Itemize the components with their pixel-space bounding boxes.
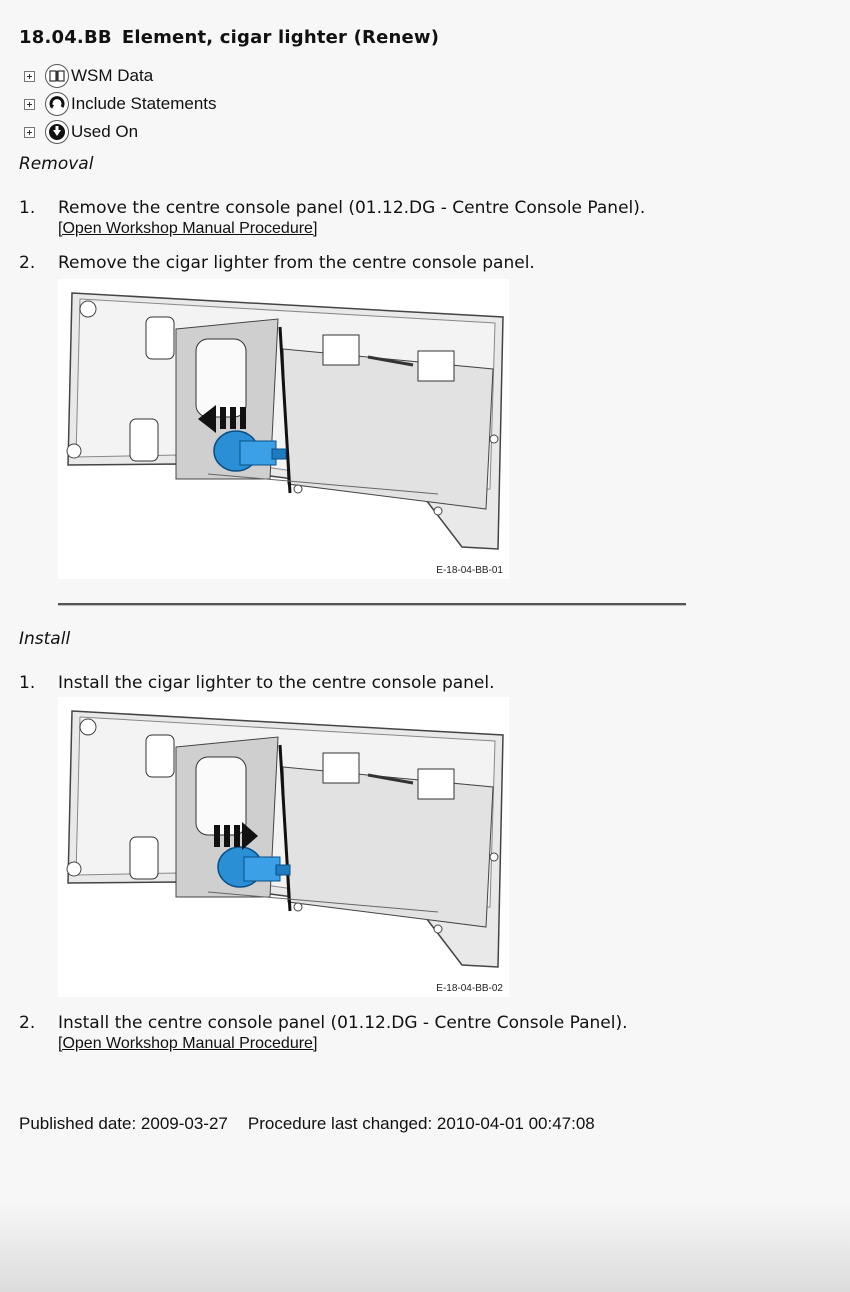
console-panel-illustration (58, 697, 509, 997)
tree-item-label: WSM Data (71, 66, 154, 85)
down-arrow-icon (45, 120, 69, 144)
circular-arrow-icon (45, 92, 69, 116)
expand-icon[interactable] (24, 71, 35, 82)
open-procedure-link[interactable]: [Open Workshop Manual Procedure] (58, 1035, 318, 1052)
step-text: Remove the centre console panel (01.12.DG - Centre Console Panel). (58, 198, 646, 218)
step-number: 1. (19, 673, 36, 693)
procedure-title: Element, cigar lighter (Renew) (121, 27, 440, 48)
book-icon (45, 64, 69, 88)
console-panel-illustration (58, 279, 509, 579)
info-tree (24, 62, 217, 146)
tree-item-wsm-data[interactable] (24, 62, 217, 90)
tree-item-label: Include Statements (71, 94, 217, 113)
expand-icon[interactable] (24, 99, 35, 110)
bottom-fade (0, 1202, 850, 1292)
tree-item-used-on[interactable] (24, 118, 217, 146)
step-text: Install the centre console panel (01.12.DG - Centre Console Panel). (58, 1013, 628, 1033)
removal-figure (58, 279, 509, 579)
footer-dates (19, 1114, 595, 1134)
page-title (19, 27, 439, 48)
expand-icon[interactable] (24, 127, 35, 138)
step-number: 1. (19, 198, 36, 218)
step-number: 2. (19, 1013, 36, 1033)
open-procedure-link[interactable]: [Open Workshop Manual Procedure] (58, 220, 318, 237)
section-divider (58, 603, 686, 606)
figure-caption: E-18-04-BB-02 (436, 983, 503, 994)
figure-caption: E-18-04-BB-01 (436, 565, 503, 576)
removal-heading: Removal (19, 154, 94, 174)
tree-item-label: Used On (71, 122, 139, 141)
published-date: Published date: 2009-03-27 (19, 1114, 228, 1133)
tree-item-include-statements[interactable] (24, 90, 217, 118)
step-number: 2. (19, 253, 36, 273)
install-heading: Install (19, 629, 71, 649)
step-text: Remove the cigar lighter from the centre console panel. (58, 253, 535, 273)
install-figure (58, 697, 509, 997)
last-changed-date: Procedure last changed: 2010-04-01 00:47:08 (247, 1114, 595, 1133)
step-text: Install the cigar lighter to the centre console panel. (58, 673, 495, 693)
procedure-code: 18.04.BB (19, 27, 112, 48)
